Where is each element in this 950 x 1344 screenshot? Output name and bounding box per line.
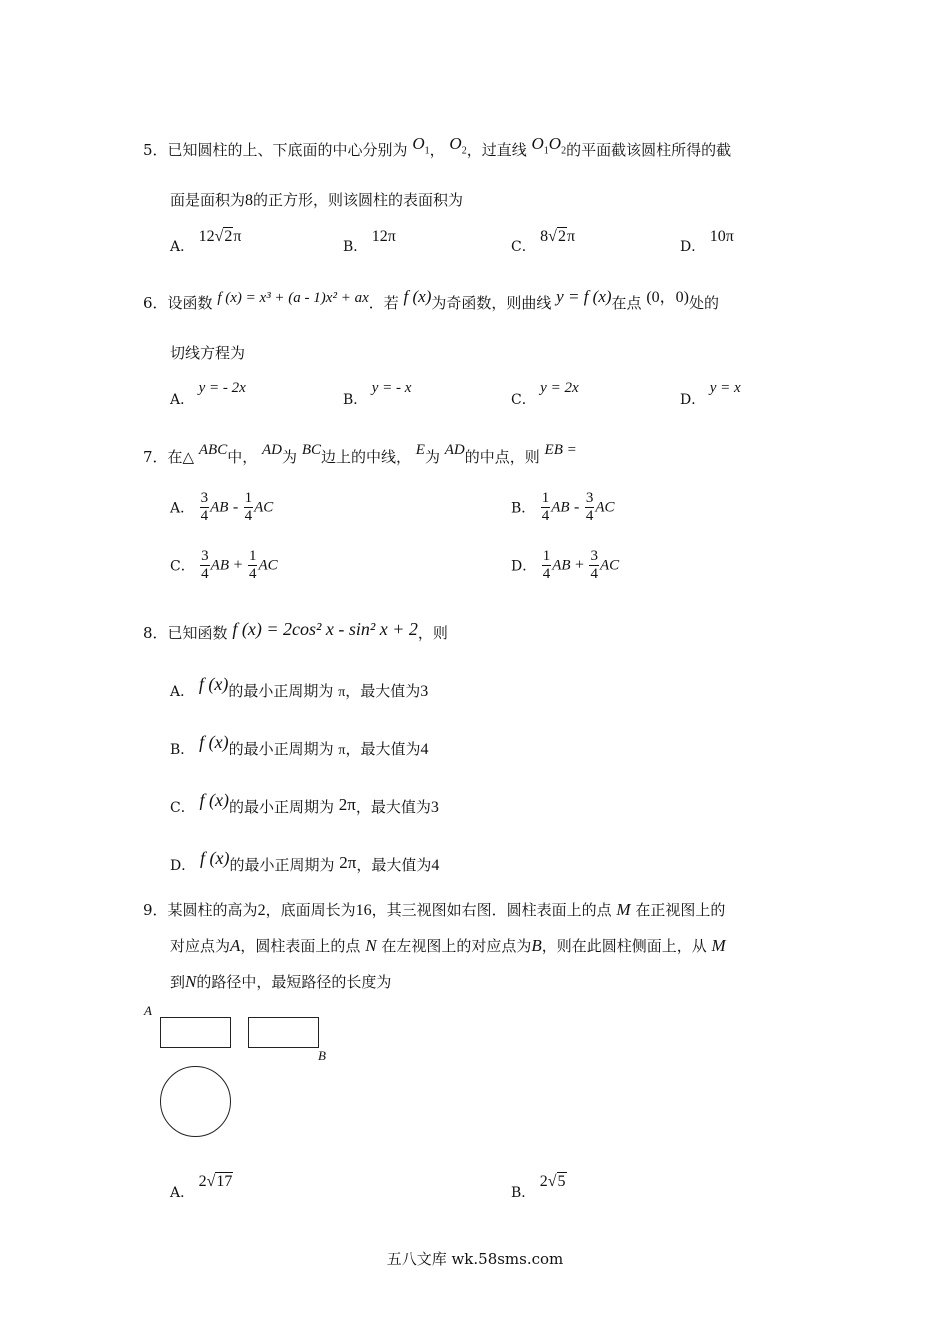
side-view-rect <box>248 1017 319 1048</box>
q8-option-a[interactable]: A． f (x)的最小正周期为 π，最大值为3 <box>170 674 429 700</box>
q5-number: 5． <box>143 141 168 159</box>
q6-point: (0，0) <box>646 289 689 306</box>
q8-option-d[interactable]: D． f (x)的最小正周期为 2π，最大值为4 <box>170 848 440 874</box>
q5-option-c[interactable]: C． 8√2π <box>511 228 576 255</box>
q5-option-c-value: 8√2π <box>540 228 576 245</box>
q5-o2: $O_2$ <box>449 134 467 157</box>
footer-watermark: 五八文库 wk.58sms.com <box>386 1250 564 1268</box>
q5-option-d-value: 10π <box>709 228 734 245</box>
q6-curve: y = f (x) <box>556 287 612 306</box>
q5-line2: 面是面积为8的正方形，则该圆柱的表面积为 <box>170 191 464 209</box>
q8-option-b[interactable]: B． f (x)的最小正周期为 π，最大值为4 <box>170 732 429 758</box>
q9-line2: 对应点为A，圆柱表面上的点 N 在左视图上的对应点为B，则在此圆柱侧面上，从 M <box>170 936 726 955</box>
q6-function: f (x) = x³ + (a - 1)x² + ax <box>217 290 369 306</box>
q5-option-d[interactable]: D． 10π <box>680 228 734 255</box>
q5-o1: $O_1$ <box>412 134 430 157</box>
q5-text-b: ，过直线 <box>466 141 527 159</box>
top-view-circle <box>160 1066 231 1137</box>
q7-option-d[interactable]: D． $\frac{1}{4}$ AB + $\frac{3}{4}$ AC <box>511 548 620 582</box>
q5-option-b[interactable]: B． 12π <box>343 228 396 255</box>
diagram-label-b: B <box>318 1048 326 1063</box>
q5-text-a: 已知圆柱的上、下底面的中心分别为 <box>167 141 408 159</box>
diagram-label-a: A <box>144 1003 152 1018</box>
q8-line1: 8．已知函数 f (x) = 2cos² x - sin² x + 2，则 <box>143 619 448 642</box>
q6-fx: f (x) <box>403 287 432 306</box>
q6-line2: 切线方程为 <box>170 344 246 362</box>
front-view-rect <box>160 1017 231 1048</box>
q5-o1o2: $O_1O_2$ <box>531 134 567 157</box>
q5-line1: 5．已知圆柱的上、下底面的中心分别为 $O_1$， $O_2$，过直线 $O_1O_2$的平面截该圆柱所得的截 <box>143 134 732 159</box>
q7-eb: EB = <box>544 442 577 458</box>
q9-line1: 9．某圆柱的高为2，底面周长为16，其三视图如右图．圆柱表面上的点 M 在正视图上的 <box>143 900 726 919</box>
q9-line3: 到N的路径中，最短路径的长度为 <box>170 972 392 991</box>
q7-option-a[interactable]: A． $\frac{3}{4}$ AB - $\frac{1}{4}$ AC <box>170 490 274 524</box>
q6-option-c[interactable]: C． y = 2x <box>511 380 579 408</box>
q7-option-c[interactable]: C． $\frac{3}{4}$ AB + $\frac{1}{4}$ AC <box>170 548 278 582</box>
q6-option-a[interactable]: A． y = - 2x <box>170 380 246 408</box>
q6-option-b[interactable]: B． y = - x <box>343 380 412 408</box>
q6-line1: 6．设函数 f (x) = x³ + (a - 1)x² + ax．若 f (x)为奇函数，则曲线 y = f (x)在点 (0，0)处的 <box>143 287 720 312</box>
q9-option-b[interactable]: B． 2√5 <box>511 1173 566 1201</box>
q5-option-a[interactable]: A． 12√2π <box>170 228 242 255</box>
q5-text-c: 的平面截该圆柱所得的截 <box>566 141 732 159</box>
q6-option-d[interactable]: D． y = x <box>680 380 741 408</box>
q8-function: f (x) = 2cos² x - sin² x + 2 <box>232 619 418 639</box>
q7-line1: 7．在△ ABC中， AD为 BC边上的中线， E为 AD的中点，则 EB = <box>143 442 577 466</box>
q9-option-a[interactable]: A． 2√17 <box>170 1173 233 1201</box>
q7-option-b[interactable]: B． $\frac{1}{4}$ AB - $\frac{3}{4}$ AC <box>511 490 615 524</box>
q5-option-a-value: 12√2π <box>198 228 242 245</box>
q8-option-c[interactable]: C． f (x)的最小正周期为 2π，最大值为3 <box>170 790 439 816</box>
q5-option-b-value: 12π <box>371 228 396 245</box>
